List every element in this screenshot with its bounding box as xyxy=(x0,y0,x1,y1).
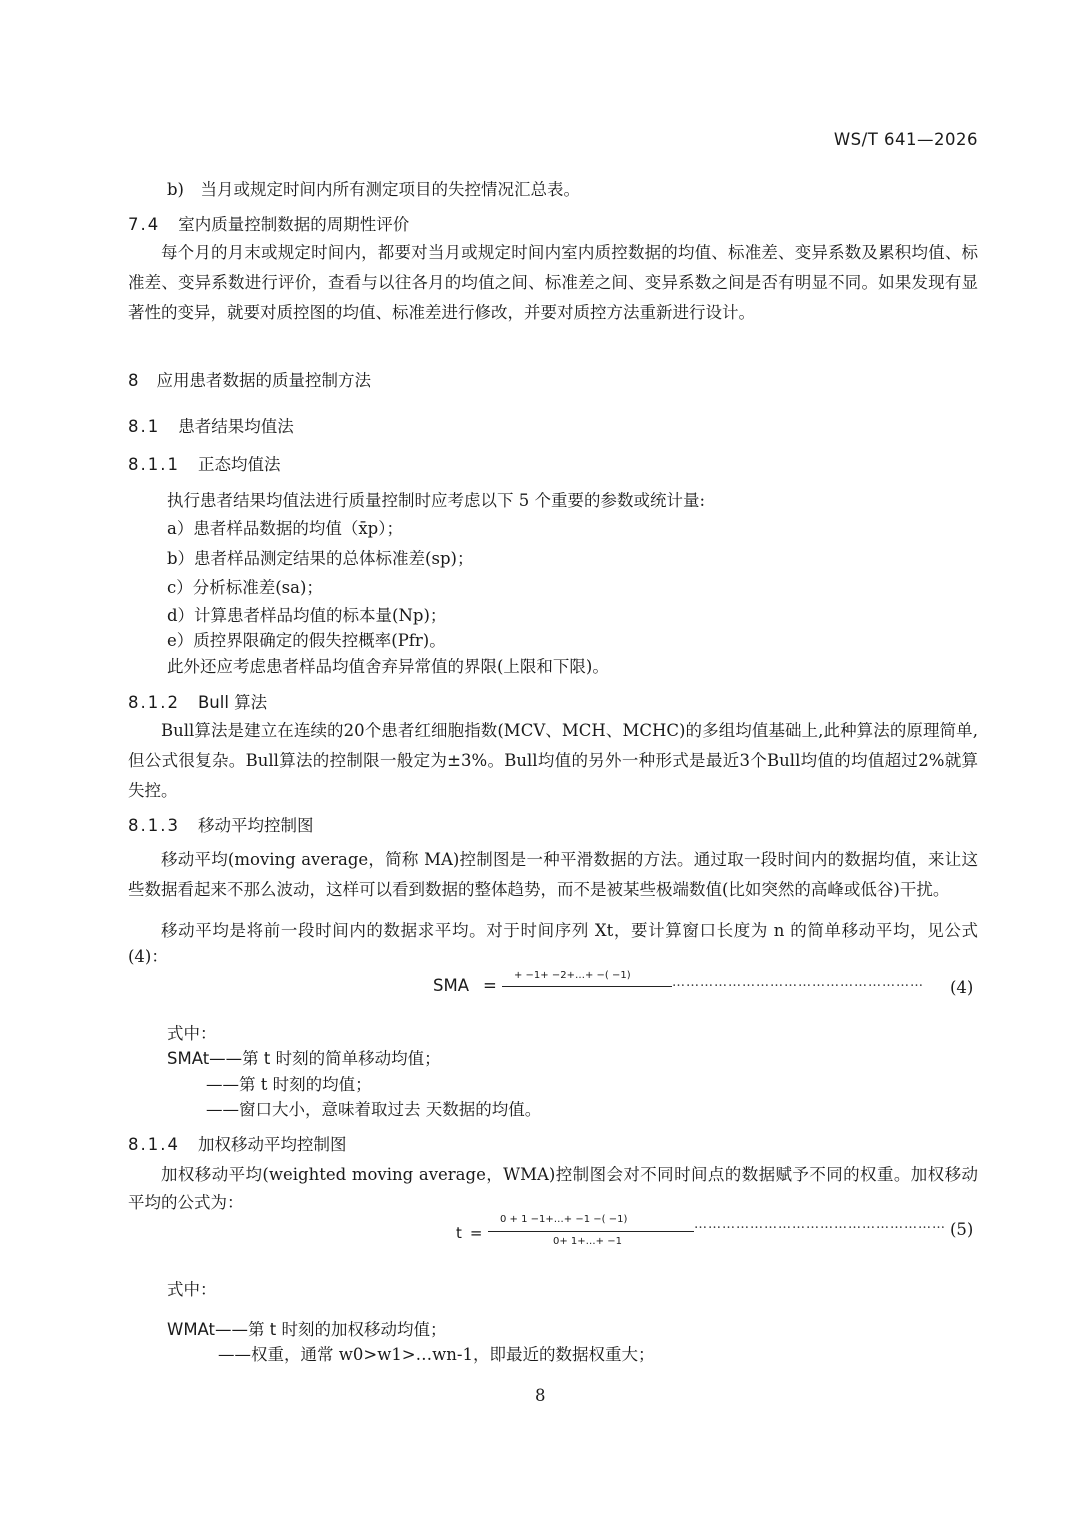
list-item-c: c）分析标准差(sa)； xyxy=(167,578,323,597)
def-mean: ——第 t 时刻的均值； xyxy=(206,1075,372,1094)
section-number: 8.1 xyxy=(128,417,161,436)
formula-5-numerator: 0 + 1 −1+…+ −1 −( −1) xyxy=(500,1214,628,1225)
section-7-4-heading xyxy=(128,211,409,235)
list-item-d: d）计算患者样品均值的标本量(Np)； xyxy=(167,606,447,625)
formula-4-numerator: + −1+ −2+…+ −( −1) xyxy=(514,970,631,981)
chapter-title: 应用患者数据的质量控制方法 xyxy=(156,371,371,390)
formula-4-fraction-bar xyxy=(502,986,672,987)
standard-code: WS/T 641—2026 xyxy=(833,130,978,149)
section-8-1-1-intro: 执行患者结果均值法进行质量控制时应考虑以下 5 个重要的参数或统计量: xyxy=(167,491,706,510)
section-8-1-2-paragraph: Bull算法是建立在连续的20个患者红细胞指数(MCV、MCH、MCHC)的多组均值基础上,此种算法的原理简单,但公式很复杂。Bull算法的控制限一般定为±3%。Bull均值的另外一种形式是最近3个Bull均值的均值超过2%就算失控。 xyxy=(128,721,978,800)
def-weights: ——权重，通常 w0>w1>…wn-1，即最近的数据权重大； xyxy=(218,1345,655,1364)
def-wma: WMAt——第 t 时刻的加权移动均值； xyxy=(167,1320,447,1339)
where-label-4: 式中： xyxy=(167,1024,217,1043)
section-8-1-2-heading xyxy=(128,689,267,713)
formula-5-lhs: t = xyxy=(456,1224,483,1242)
section-title: 加权移动平均控制图 xyxy=(197,1135,347,1154)
formula-5-denominator: 0+ 1+…+ −1 xyxy=(553,1236,622,1247)
section-8-1-4-paragraph: 加权移动平均(weighted moving average，WMA)控制图会对不同时间点的数据赋予不同的权重。加权移动平均的公式为： xyxy=(128,1165,978,1212)
chapter-number: 8 xyxy=(128,371,139,390)
section-number: 8.1.4 xyxy=(128,1135,180,1154)
section-8-1-1-heading xyxy=(128,451,280,475)
page-number: 8 xyxy=(535,1386,546,1405)
list-item-e: e）质控界限确定的假失控概率(Pfr)。 xyxy=(167,631,446,650)
list-item-b: b）患者样品测定结果的总体标准差(sp)； xyxy=(167,549,474,568)
section-title: 患者结果均值法 xyxy=(178,417,294,436)
formula-4-lhs-text: SMA xyxy=(433,976,469,995)
section-number: 8.1.1 xyxy=(128,455,180,474)
section-title: 移动平均控制图 xyxy=(197,816,314,835)
section-number: 8.1.2 xyxy=(128,693,180,712)
section-number: 8.1.3 xyxy=(128,816,180,835)
section-8-1-4-heading xyxy=(128,1131,346,1155)
formula-5-fraction-bar xyxy=(488,1231,694,1232)
section-title: 正态均值法 xyxy=(197,455,281,474)
section-7-4-paragraph: 每个月的月末或规定时间内，都要对当月或规定时间内室内质控数据的均值、标准差、变异系数及累积均值、标准差、变异系数进行评价，查看与以往各月的均值之间、标准差之间、变异系数之间是否有明显不同。如果发现有显著性的变异，就要对质控图的均值、标准差进行修改，并要对质控方法重新进行设计。 xyxy=(128,243,978,322)
formula-4-lhs: SMA = xyxy=(433,976,497,995)
def-sma: SMAt——第 t 时刻的简单移动均值； xyxy=(167,1049,441,1068)
section-8-1-3-paragraph-2: 移动平均是将前一段时间内的数据求平均。对于时间序列 Xt，要计算窗口长度为 n 的简单移动平均，见公式(4)： xyxy=(128,921,978,966)
section-title: 室内质量控制数据的周期性评价 xyxy=(178,215,410,234)
formula-5-leader-dots: ……………………………………………… xyxy=(694,1217,946,1232)
section-title: Bull 算法 xyxy=(197,693,268,712)
list-item-b-summary: b) 当月或规定时间内所有测定项目的失控情况汇总表。 xyxy=(167,180,580,199)
formula-5-number: (5) xyxy=(950,1220,974,1239)
section-number: 7.4 xyxy=(128,215,161,234)
section-8-1-heading xyxy=(128,413,294,437)
section-8-1-1-outro: 此外还应考虑患者样品均值舍弃异常值的界限(上限和下限)。 xyxy=(167,657,609,676)
section-8-1-3-heading xyxy=(128,812,313,836)
formula-4-number: (4) xyxy=(950,978,974,997)
where-label-5: 式中： xyxy=(167,1280,217,1299)
chapter-8-heading xyxy=(128,367,371,391)
section-8-1-3-paragraph-1: 移动平均(moving average，简称 MA)控制图是一种平滑数据的方法。通过取一段时间内的数据均值，来让这些数据看起来不那么波动，这样可以看到数据的整体趋势，而不是被某些极端数值(比如突然的高峰或低谷)干扰。 xyxy=(128,850,978,899)
formula-4-leader-dots: ……………………………………………… xyxy=(672,975,924,990)
def-window: ——窗口大小，意味着取过去 天数据的均值。 xyxy=(206,1100,542,1119)
list-item-a: a）患者样品数据的均值（x̄p）； xyxy=(167,519,403,538)
formula-5-lhs-text: t xyxy=(456,1224,462,1242)
